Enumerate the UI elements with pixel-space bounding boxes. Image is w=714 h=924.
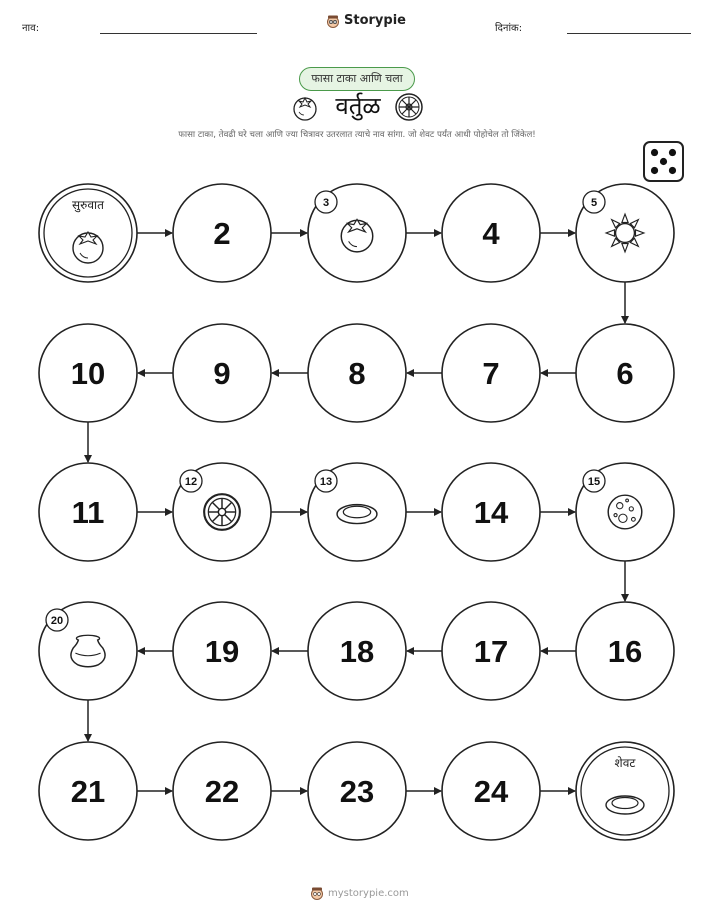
board-cell[interactable]	[173, 463, 271, 561]
board-cell[interactable]	[442, 324, 540, 422]
board-cell[interactable]	[173, 602, 271, 700]
board-cell[interactable]	[576, 463, 674, 561]
brand-name: Storypie	[344, 13, 406, 28]
cell-number: 15	[587, 476, 601, 488]
cell-number: 11	[71, 495, 105, 530]
board-cell[interactable]	[173, 184, 271, 282]
dice-pip	[669, 149, 676, 156]
board-cell[interactable]	[308, 324, 406, 422]
cell-number: 8	[348, 356, 366, 391]
board-cell[interactable]	[442, 463, 540, 561]
cell-number: 16	[607, 634, 643, 669]
board-cell[interactable]	[576, 184, 674, 282]
sun-icon	[606, 214, 644, 252]
plate-icon	[606, 796, 644, 814]
cell-number: 4	[482, 216, 500, 251]
name-label: नाव:	[22, 23, 40, 34]
start-cell[interactable]	[39, 184, 137, 282]
board-cell[interactable]	[442, 602, 540, 700]
end-cell[interactable]	[576, 742, 674, 840]
board-cell[interactable]	[308, 602, 406, 700]
tomato-icon	[73, 232, 103, 263]
dice-pip	[651, 149, 658, 156]
cell-number: 2	[213, 216, 231, 251]
board-cell[interactable]	[442, 184, 540, 282]
board-cell[interactable]	[39, 602, 137, 700]
dice-pip	[651, 167, 658, 174]
start-label: सुरुवात	[72, 198, 104, 212]
board-cell[interactable]	[173, 324, 271, 422]
cell-number: 20	[50, 615, 64, 627]
tomato-icon	[341, 219, 373, 252]
cell-number: 21	[70, 774, 106, 809]
cell-number: 13	[319, 476, 333, 488]
date-label: दिनांक:	[495, 23, 523, 34]
end-label: शेवट	[614, 756, 636, 770]
cell-number: 7	[482, 356, 500, 391]
cell-number: 23	[339, 774, 375, 809]
instructions: फासा टाका, तेवढी घरे चला आणि ज्या चित्रावर उतरलात त्याचे नाव सांगा. जो शेवट पर्यंत आधी पोहोचेल तो जिंकेल!	[178, 130, 536, 140]
board-cell[interactable]	[39, 463, 137, 561]
board-cell[interactable]	[308, 742, 406, 840]
cell-number: 5	[590, 197, 598, 209]
dice-pip	[669, 167, 676, 174]
board-cell[interactable]	[308, 463, 406, 561]
board-cell[interactable]	[576, 602, 674, 700]
board-cell[interactable]	[173, 742, 271, 840]
board-cell[interactable]	[576, 324, 674, 422]
board-cell[interactable]	[39, 324, 137, 422]
storypie-mascot-icon	[310, 886, 324, 900]
wheel-icon	[204, 494, 240, 530]
cell-number: 9	[213, 356, 231, 391]
board-cell[interactable]	[39, 742, 137, 840]
page-title: वर्तुळ	[335, 92, 381, 120]
board-cell[interactable]	[308, 184, 406, 282]
board-cell[interactable]	[442, 742, 540, 840]
cell-number: 22	[204, 774, 240, 809]
footer	[310, 886, 409, 900]
cell-number: 3	[322, 197, 330, 209]
dice-pip	[660, 158, 667, 165]
cell-number: 12	[184, 476, 198, 488]
cell-number: 14	[473, 495, 509, 530]
footer-url[interactable]: mystorypie.com	[328, 887, 409, 899]
cell-number: 10	[70, 356, 106, 391]
moon-icon	[608, 495, 642, 529]
cell-number: 18	[339, 634, 375, 669]
cell-number: 17	[473, 634, 509, 669]
cell-number: 24	[473, 774, 509, 809]
plate-icon	[337, 505, 377, 524]
game-tag: फासा टाका आणि चला	[299, 67, 415, 91]
cell-number: 19	[204, 634, 240, 669]
cell-number: 6	[616, 356, 634, 391]
